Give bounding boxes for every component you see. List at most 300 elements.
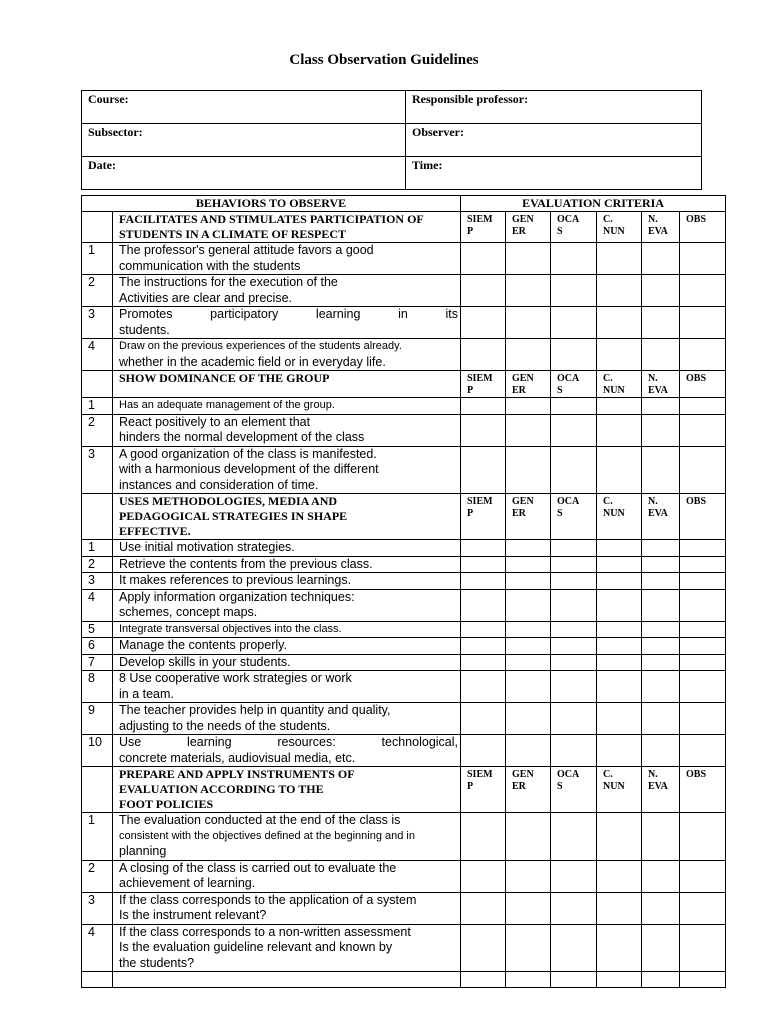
criteria-label-line: P [467,508,474,519]
rating-cell[interactable] [506,414,551,446]
rating-cell[interactable] [642,339,680,371]
behavior-text-line: Integrate transversal objectives into the class. [119,622,342,635]
criteria-label-line: ER [512,385,526,396]
rating-cell[interactable] [551,446,597,494]
behavior-text-line: 8 Use cooperative work strategies or work [119,671,352,685]
rating-cell[interactable] [506,275,551,307]
rating-cell[interactable] [506,892,551,924]
rating-cell[interactable] [642,924,680,972]
section-number-cell [82,371,113,398]
criteria-label [597,371,642,398]
behavior-number: 2 [82,275,113,307]
criteria-label [642,212,680,243]
rating-cell[interactable] [461,671,506,703]
behavior-row [82,275,726,307]
criteria-label-line: GEN [512,373,534,384]
rating-cell[interactable] [642,654,680,671]
rating-cell[interactable] [597,414,642,446]
behavior-text-line: instances and consideration of time. [119,477,319,492]
rating-cell[interactable] [461,275,506,307]
rating-cell[interactable] [551,398,597,415]
behavior-text [113,671,461,703]
criteria-label-line: EVA [648,226,668,237]
criteria-label-line: C. [603,769,613,780]
rating-cell[interactable] [506,638,551,655]
criteria-label [642,494,680,540]
criteria-label-line: SIEM [467,214,493,225]
behavior-row [82,589,726,621]
behavior-text [113,275,461,307]
criteria-label-line: S [557,781,563,792]
rating-cell[interactable] [680,621,726,638]
rating-cell[interactable] [461,703,506,735]
rating-cell[interactable] [680,654,726,671]
section-title-line: SHOW DOMINANCE OF THE GROUP [119,371,330,385]
course-field: Course: [82,91,406,124]
rating-cell[interactable] [642,892,680,924]
behavior-text [113,892,461,924]
rating-cell[interactable] [642,307,680,339]
rating-cell[interactable] [597,860,642,892]
criteria-label-line: C. [603,496,613,507]
criteria-label-line: S [557,508,563,519]
section-title [113,494,461,540]
rating-cell[interactable] [506,446,551,494]
section-title-line: EVALUATION ACCORDING TO THE [119,782,324,796]
section-title-line: FOOT POLICIES [119,797,214,811]
criteria-label [461,212,506,243]
behavior-number: 6 [82,638,113,655]
behavior-text-line: A good organization of the class is manifested. [119,446,377,461]
behavior-row [82,556,726,573]
rating-cell[interactable] [551,621,597,638]
rating-cell[interactable] [551,638,597,655]
rating-cell[interactable] [551,860,597,892]
behavior-row [82,540,726,557]
rating-cell[interactable] [680,540,726,557]
rating-cell[interactable] [461,339,506,371]
blank-cell [113,972,461,988]
criteria-label [642,767,680,813]
rating-cell[interactable] [642,813,680,861]
criteria-label [461,767,506,813]
rating-cell[interactable] [506,621,551,638]
rating-cell[interactable] [551,414,597,446]
rating-cell[interactable] [461,813,506,861]
rating-cell[interactable] [461,735,506,767]
section-header-row [82,371,726,398]
behavior-text [113,860,461,892]
rating-cell[interactable] [680,556,726,573]
blank-cell [82,972,113,988]
criteria-label-line: C. [603,373,613,384]
behavior-text-line: Is the instrument relevant? [119,908,267,922]
criteria-label [597,767,642,813]
rating-cell[interactable] [551,703,597,735]
behavior-number: 4 [82,589,113,621]
behavior-text-line: the students? [119,955,195,970]
rating-cell[interactable] [680,735,726,767]
rating-cell[interactable] [461,924,506,972]
behavior-text [113,703,461,735]
rating-cell[interactable] [506,860,551,892]
rating-cell[interactable] [551,654,597,671]
behavior-text-line: Manage the contents properly. [119,638,287,652]
criteria-label [506,767,551,813]
behavior-row [82,339,726,371]
behavior-text [113,924,461,972]
behavior-number: 2 [82,860,113,892]
blank-cell [551,972,597,988]
criteria-label-line: OCA [557,769,580,780]
rating-cell[interactable] [551,339,597,371]
rating-cell[interactable] [642,671,680,703]
behavior-text-line: The teacher provides help in quantity and quality, [119,703,391,717]
rating-cell[interactable] [642,275,680,307]
behavior-text-line: achievement of learning. [119,876,256,890]
behavior-text-line: Use initial motivation strategies. [119,540,295,554]
rating-cell[interactable] [642,243,680,275]
rating-cell[interactable] [680,638,726,655]
criteria-label-line: OCA [557,214,580,225]
blank-cell [506,972,551,988]
rating-cell[interactable] [680,813,726,861]
rating-cell[interactable] [597,540,642,557]
rating-cell[interactable] [642,638,680,655]
subsector-field: Subsector: [82,124,406,157]
rating-cell[interactable] [642,540,680,557]
section-title-line: STUDENTS IN A CLIMATE OF RESPECT [119,227,347,241]
behavior-text-line: concrete materials, audiovisual media, etc. [119,750,356,765]
section-number-cell [82,212,113,243]
criteria-label [461,494,506,540]
criteria-label-line: EVA [648,781,668,792]
rating-cell[interactable] [680,860,726,892]
behaviors-header: BEHAVIORS TO OBSERVE [82,196,461,212]
rating-cell[interactable] [461,892,506,924]
rating-cell[interactable] [551,589,597,621]
blank-cell [461,972,506,988]
rating-cell[interactable] [680,703,726,735]
behavior-text-line: Activities are clear and precise. [119,290,292,305]
rating-cell[interactable] [461,414,506,446]
behavior-text [113,654,461,671]
behavior-text-line: The professor's general attitude favors a good [119,243,374,257]
rating-cell[interactable] [680,924,726,972]
behavior-text [113,556,461,573]
rating-cell[interactable] [551,573,597,590]
rating-cell[interactable] [680,446,726,494]
behavior-number: 10 [82,735,113,767]
behavior-text-line: Is the evaluation guideline relevant and known by [119,940,393,954]
rating-cell[interactable] [506,307,551,339]
rating-cell[interactable] [597,243,642,275]
rating-cell[interactable] [551,307,597,339]
rating-cell[interactable] [506,589,551,621]
rating-cell[interactable] [597,703,642,735]
rating-cell[interactable] [551,540,597,557]
rating-cell[interactable] [642,621,680,638]
behavior-row [82,398,726,415]
behavior-number: 5 [82,621,113,638]
rating-cell[interactable] [551,275,597,307]
rating-cell[interactable] [506,339,551,371]
criteria-label-line: S [557,385,563,396]
criteria-label-line: ER [512,508,526,519]
behavior-number: 1 [82,813,113,861]
rating-cell[interactable] [461,243,506,275]
criteria-label-line: S [557,226,563,237]
rating-cell[interactable] [642,703,680,735]
rating-cell[interactable] [551,243,597,275]
behavior-text [113,307,461,339]
rating-cell[interactable] [461,860,506,892]
rating-cell[interactable] [461,307,506,339]
behavior-number: 4 [82,924,113,972]
behavior-row [82,307,726,339]
behavior-text-line: students. [119,322,170,337]
behavior-text-line: adjusting to the needs of the students. [119,718,331,733]
behavior-text-line: schemes, concept maps. [119,605,258,619]
section-title [113,767,461,813]
criteria-label-line: GEN [512,769,534,780]
behavior-row [82,621,726,638]
behavior-text-line: Has an adequate management of the group. [119,399,335,411]
rating-cell[interactable] [551,735,597,767]
rating-cell[interactable] [551,813,597,861]
criteria-label-line: NUN [603,781,625,792]
rating-cell[interactable] [597,556,642,573]
rating-cell[interactable] [461,638,506,655]
observation-table [81,195,726,988]
behavior-text-line: planning [119,844,167,858]
criteria-label-line: EVA [648,385,668,396]
rating-cell[interactable] [506,671,551,703]
rating-cell[interactable] [506,654,551,671]
behavior-text [113,414,461,446]
criteria-label [506,371,551,398]
section-title [113,371,461,398]
behavior-text [113,589,461,621]
rating-cell[interactable] [642,414,680,446]
rating-cell[interactable] [680,243,726,275]
rating-cell[interactable] [461,540,506,557]
rating-cell[interactable] [597,398,642,415]
page-title: Class Observation Guidelines [289,52,479,68]
criteria-label-line: N. [648,373,658,384]
criteria-label [680,767,726,813]
rating-cell[interactable] [461,589,506,621]
rating-cell[interactable] [461,556,506,573]
criteria-label-line: N. [648,496,658,507]
observer-field: Observer: [406,124,702,157]
behavior-row [82,573,726,590]
behavior-text [113,638,461,655]
criteria-label-line: N. [648,769,658,780]
rating-cell[interactable] [506,556,551,573]
rating-cell[interactable] [506,398,551,415]
behavior-text [113,735,461,767]
criteria-label-line: SIEM [467,769,493,780]
rating-cell[interactable] [680,307,726,339]
rating-cell[interactable] [642,573,680,590]
behavior-number: 9 [82,703,113,735]
rating-cell[interactable] [461,654,506,671]
behavior-number: 8 [82,671,113,703]
date-field: Date: [82,157,406,190]
header-info-table [81,90,702,190]
rating-cell[interactable] [597,924,642,972]
behavior-number: 3 [82,892,113,924]
rating-cell[interactable] [597,339,642,371]
criteria-label-line: OCA [557,373,580,384]
behavior-number: 4 [82,339,113,371]
behavior-text-line: React positively to an element that [119,414,311,429]
criteria-label-line: N. [648,214,658,225]
behavior-number: 3 [82,446,113,494]
section-title-line: USES METHODOLOGIES, MEDIA AND [119,494,338,508]
rating-cell[interactable] [506,813,551,861]
rating-cell[interactable] [506,243,551,275]
section-title-line: PEDAGOGICAL STRATEGIES IN SHAPE [119,509,348,523]
behavior-row [82,671,726,703]
behavior-number: 3 [82,573,113,590]
criteria-label [551,212,597,243]
behavior-text [113,813,461,861]
rating-cell[interactable] [597,671,642,703]
behavior-text-line: Promotes participatory learning in its [119,307,458,321]
criteria-label-line: ER [512,781,526,792]
rating-cell[interactable] [680,671,726,703]
section-title-line: PREPARE AND APPLY INSTRUMENTS OF [119,767,355,781]
rating-cell[interactable] [461,621,506,638]
rating-cell[interactable] [597,589,642,621]
rating-cell[interactable] [506,540,551,557]
rating-cell[interactable] [597,307,642,339]
rating-cell[interactable] [461,398,506,415]
rating-cell[interactable] [680,589,726,621]
behavior-text-line: consistent with the objectives defined at the beginning and in [119,829,415,842]
behavior-row [82,735,726,767]
rating-cell[interactable] [680,414,726,446]
criteria-label-line: OCA [557,496,580,507]
behavior-row [82,243,726,275]
behavior-text [113,573,461,590]
behavior-text [113,446,461,494]
rating-cell[interactable] [461,446,506,494]
rating-cell[interactable] [680,892,726,924]
rating-cell[interactable] [597,638,642,655]
rating-cell[interactable] [642,860,680,892]
blank-cell [597,972,642,988]
criteria-label-line: OBS [686,214,707,225]
criteria-label-line: GEN [512,214,534,225]
criteria-label [680,494,726,540]
criteria-label [551,494,597,540]
criteria-label [551,371,597,398]
rating-cell[interactable] [506,573,551,590]
behavior-text [113,621,461,638]
rating-cell[interactable] [551,556,597,573]
rating-cell[interactable] [642,398,680,415]
behavior-number: 1 [82,398,113,415]
criteria-label [551,767,597,813]
rating-cell[interactable] [597,446,642,494]
behavior-row [82,414,726,446]
behavior-number: 7 [82,654,113,671]
rating-cell[interactable] [642,446,680,494]
rating-cell[interactable] [597,654,642,671]
section-header-row [82,212,726,243]
behavior-text-line: Retrieve the contents from the previous class. [119,556,373,571]
rating-cell[interactable] [551,892,597,924]
behavior-text-line: Apply information organization techniques: [119,589,355,604]
behavior-text-line: Use learning resources: technological, [119,735,458,749]
section-header-row [82,767,726,813]
criteria-label [506,494,551,540]
behavior-row [82,813,726,861]
rating-cell[interactable] [597,275,642,307]
rating-cell[interactable] [506,703,551,735]
rating-cell[interactable] [680,275,726,307]
behavior-row [82,638,726,655]
criteria-label-line: SIEM [467,373,493,384]
rating-cell[interactable] [642,556,680,573]
criteria-label [597,212,642,243]
rating-cell[interactable] [642,735,680,767]
criteria-label-line: OBS [686,769,707,780]
criteria-label-line: NUN [603,385,625,396]
rating-cell[interactable] [551,924,597,972]
behavior-number: 3 [82,307,113,339]
criteria-label-line: EVA [648,508,668,519]
section-title-line: FACILITATES AND STIMULATES PARTICIPATION OF [119,212,424,226]
criteria-label-line: OBS [686,373,707,384]
behavior-text [113,540,461,557]
behavior-text [113,243,461,275]
criteria-header: EVALUATION CRITERIA [461,196,726,212]
rating-cell[interactable] [597,892,642,924]
criteria-label-line: NUN [603,226,625,237]
criteria-label-line: GEN [512,496,534,507]
rating-cell[interactable] [461,573,506,590]
rating-cell[interactable] [680,573,726,590]
rating-cell[interactable] [597,621,642,638]
criteria-label [461,371,506,398]
criteria-label-line: ER [512,226,526,237]
behavior-text [113,398,461,415]
blank-row [82,972,726,988]
rating-cell[interactable] [597,735,642,767]
behavior-number: 1 [82,540,113,557]
section-number-cell [82,494,113,540]
rating-cell[interactable] [506,924,551,972]
rating-cell[interactable] [680,339,726,371]
criteria-label-line: NUN [603,508,625,519]
behavior-text-line: communication with the students [119,258,301,273]
rating-cell[interactable] [597,813,642,861]
professor-field: Responsible professor: [406,91,702,124]
blank-cell [680,972,726,988]
rating-cell[interactable] [597,573,642,590]
criteria-label [597,494,642,540]
rating-cell[interactable] [642,589,680,621]
behavior-text-line: Develop skills in your students. [119,654,291,669]
section-header-row [82,494,726,540]
rating-cell[interactable] [506,735,551,767]
rating-cell[interactable] [551,671,597,703]
rating-cell[interactable] [680,398,726,415]
